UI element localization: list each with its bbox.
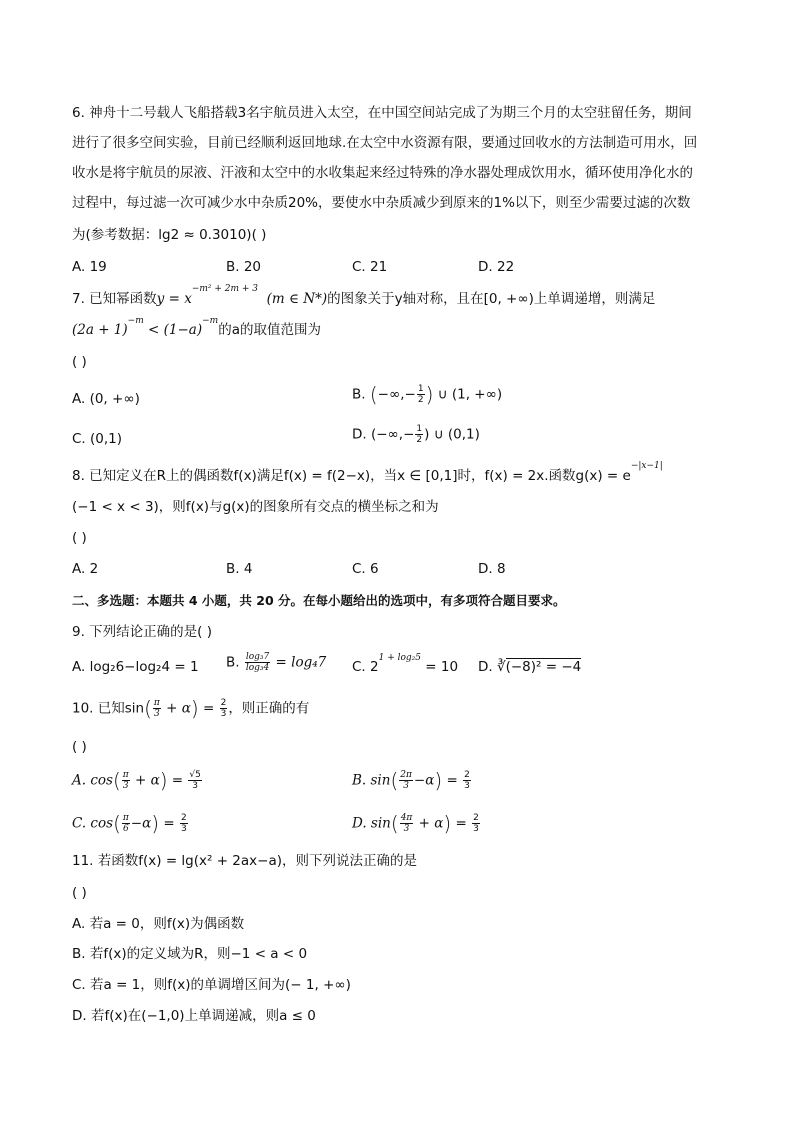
q10-b-value bbox=[463, 770, 471, 791]
q10-stem-eq: = bbox=[198, 700, 219, 717]
q8-stem-line-2: (−1 < x < 3)，则f(x)与g(x)的图象所有交点的横坐标之和为 bbox=[72, 499, 439, 515]
q7-d-den: 2 bbox=[416, 435, 423, 445]
q11-option-b: B. 若f(x)的定义域为R，则−1 < a < 0 bbox=[72, 946, 308, 962]
q7-stem-line-2 bbox=[72, 315, 321, 340]
q10-option-d: D. sin( $\frac{4\pi}{3}$ + α) = $\frac{2}{3}$ bbox=[352, 811, 479, 836]
q10-b-arg-num: 2π bbox=[400, 770, 412, 780]
q10-stem-value-den: 3 bbox=[220, 709, 227, 719]
q11-option-a: A. 若a = 0，则f(x)为偶函数 bbox=[72, 916, 245, 932]
q9-d-radicand: (−8)² = −4 bbox=[505, 659, 582, 675]
q10-stem-value-num: 2 bbox=[220, 698, 227, 708]
q9-d-label: D. bbox=[478, 659, 497, 675]
q6-option-c: C. 21 bbox=[352, 259, 388, 275]
q10-d-value bbox=[472, 813, 480, 834]
q10-a-arg-fraction bbox=[122, 770, 130, 791]
q9-b-label: B. bbox=[226, 654, 244, 671]
q10-a-value-den: 3 bbox=[192, 781, 199, 791]
q9-stem: 9. 下列结论正确的是( ) bbox=[72, 624, 212, 640]
q10-a-fn: A. cos bbox=[72, 772, 113, 789]
q10-b-alpha: −α bbox=[413, 772, 435, 789]
q7-stem-prefix: 7. 已知幂函数 bbox=[72, 291, 157, 307]
q10-b-arg-den: 3 bbox=[403, 781, 409, 791]
q7-power-base: y = x bbox=[156, 291, 192, 307]
q8-option-c: C. 6 bbox=[352, 561, 379, 577]
q9-b-num: log₃7 bbox=[245, 652, 270, 662]
q10-b-fn: B. sin bbox=[352, 772, 391, 789]
q10-stem-frac-num: π bbox=[153, 698, 160, 708]
q7-d-fraction bbox=[415, 424, 423, 445]
q10-c-arg-fraction bbox=[122, 813, 130, 834]
q7-d-pre: D. (−∞,− bbox=[352, 426, 415, 443]
q7-option-d bbox=[352, 424, 480, 445]
q10-d-value-num: 2 bbox=[473, 813, 479, 823]
q7-stem-suffix: 的图象关于y轴对称，且在[0, +∞)上单调递增，则满足 bbox=[327, 291, 656, 307]
q7-b-den: 2 bbox=[417, 395, 424, 405]
section-2-header: 二、多选题：本题共 4 小题，共 20 分。在每小题给出的选项中，有多项符合题目要求。 bbox=[72, 593, 566, 608]
q10-d-fn: D. sin bbox=[352, 815, 391, 832]
q8-answer-paren: ( ) bbox=[72, 530, 87, 546]
q10-option-b: B. sin( $\frac{2\pi}{3}$ −α) = $\frac{2}{3}$ bbox=[352, 768, 470, 793]
q7-d-post: ) ∪ (0,1) bbox=[424, 426, 480, 443]
q6-option-b: B. 20 bbox=[226, 259, 262, 275]
q7-ineq-left: (2a + 1) bbox=[72, 322, 128, 338]
q10-stem-fraction bbox=[153, 698, 161, 719]
q10-d-arg-num: 4π bbox=[400, 813, 413, 823]
q10-c-alpha: −α bbox=[130, 815, 152, 832]
q10-c-value-den: 3 bbox=[180, 824, 187, 834]
q7-condition: (m ∈ N*) bbox=[266, 291, 328, 307]
q11-answer-paren: ( ) bbox=[72, 885, 87, 901]
q10-option-a: A. cos( $\frac{\pi}{3}$ + α) = $\frac{√5}{3}$ bbox=[72, 768, 201, 793]
q7-stem-end: 的a的取值范围为 bbox=[218, 322, 321, 338]
q7-option-a: A. (0, +∞) bbox=[72, 391, 140, 407]
q10-c-value bbox=[180, 813, 188, 834]
q9-option-c bbox=[352, 652, 459, 677]
q10-stem-value bbox=[220, 698, 228, 719]
q6-line-5: 为(参考数据：lg2 ≈ 0.3010)( ) bbox=[72, 227, 267, 243]
q10-stem-alpha: + α bbox=[161, 700, 191, 717]
q9-b-tail: = log₄7 bbox=[271, 654, 327, 671]
q7-ineq-exp-2: −m bbox=[202, 315, 219, 326]
q10-stem: 10. 已知sin( $\frac{\pi}{3}$ + α) = $\frac{2}{3}$ ，则正确的有 bbox=[72, 696, 310, 721]
q9-c-base: C. 2 bbox=[352, 659, 379, 675]
q11-option-c: C. 若a = 1，则f(x)的单调增区间为(− 1, +∞) bbox=[72, 977, 351, 993]
q10-stem-post: ，则正确的有 bbox=[228, 700, 310, 717]
q7-b-open-paren: ( bbox=[369, 382, 378, 407]
q10-d-alpha: + α bbox=[414, 815, 444, 832]
q8-stem-line-1 bbox=[72, 460, 663, 486]
q7-b-label: B. bbox=[352, 386, 370, 403]
q6-option-a: A. 19 bbox=[72, 259, 107, 275]
q7-b-fraction bbox=[417, 384, 425, 405]
q10-a-arg-den: 3 bbox=[122, 781, 129, 791]
q7-answer-paren: ( ) bbox=[72, 354, 87, 370]
q7-b-num: 1 bbox=[417, 384, 424, 394]
q10-c-value-num: 2 bbox=[180, 813, 187, 823]
q8-option-d: D. 8 bbox=[478, 561, 506, 577]
q8-option-a: A. 2 bbox=[72, 561, 99, 577]
q10-a-value bbox=[188, 770, 201, 791]
q10-stem-frac-den: 3 bbox=[154, 709, 160, 719]
q10-stem-pre: 10. 已知sin bbox=[72, 700, 145, 717]
q10-c-fn: C. cos bbox=[72, 815, 114, 832]
q11-option-d: D. 若f(x)在(−1,0)上单调递减，则a ≤ 0 bbox=[72, 1008, 316, 1024]
q7-ineq-right: < (1−a) bbox=[143, 322, 203, 338]
q10-d-arg-fraction bbox=[400, 813, 414, 834]
q6-line-1: 6. 神舟十二号载人飞船搭载3名宇航员进入太空，在中国空间站完成了为期三个月的太空驻留任务，期间 bbox=[72, 105, 692, 121]
q10-answer-paren: ( ) bbox=[72, 739, 87, 755]
q6-line-2: 进行了很多空间实验，目前已经顺利返回地球.在太空中水资源有限，要通过回收水的方法制造可用水，回 bbox=[72, 135, 698, 151]
q8-option-b: B. 4 bbox=[226, 561, 253, 577]
q7-ineq-exp-1: −m bbox=[127, 315, 144, 326]
q7-power-exponent: −m² + 2m + 3 bbox=[191, 283, 259, 294]
q9-c-exponent: 1 + log₂5 bbox=[378, 652, 421, 663]
q7-option-b bbox=[352, 384, 502, 405]
q8-stem-text: 8. 已知定义在R上的偶函数f(x)满足f(x) = f(2−x)，当x ∈ [0,1]时，f(x) = 2x.函数g(x) = e bbox=[72, 468, 631, 484]
q9-option-a: A. log₂6−log₂4 = 1 bbox=[72, 659, 199, 675]
q10-a-alpha: + α bbox=[130, 772, 160, 789]
q9-option-b bbox=[226, 652, 326, 673]
q11-stem: 11. 若函数f(x) = lg(x² + 2ax−a)，则下列说法正确的是 bbox=[72, 853, 418, 869]
q9-option-d bbox=[478, 657, 581, 677]
q9-b-den: log₃4 bbox=[245, 663, 270, 673]
q6-option-d: D. 22 bbox=[478, 259, 515, 275]
q8-exponent: −|x−1| bbox=[630, 460, 663, 471]
q10-a-arg-num: π bbox=[122, 770, 129, 780]
q6-line-3: 收水是将宇航员的尿液、汗液和太空中的水收集起来经过特殊的净水器处理成饮用水，循环使用净化水的 bbox=[72, 165, 693, 181]
q10-c-arg-den: 6 bbox=[122, 824, 129, 834]
q7-b-tail: ∪ (1, +∞) bbox=[433, 386, 503, 403]
q9-b-fraction bbox=[245, 652, 270, 673]
q7-d-num: 1 bbox=[416, 424, 423, 434]
q10-c-arg-num: π bbox=[122, 813, 129, 823]
q10-b-arg-fraction bbox=[399, 770, 413, 791]
q7-stem-line-1 bbox=[72, 283, 656, 309]
q10-b-value-den: 3 bbox=[464, 781, 470, 791]
q10-a-value-num: √5 bbox=[189, 770, 201, 780]
q9-c-tail: = 10 bbox=[421, 659, 459, 675]
q7-option-c: C. (0,1) bbox=[72, 431, 123, 447]
q10-b-value-num: 2 bbox=[464, 770, 470, 780]
q10-option-c: C. cos( $\frac{\pi}{6}$ −α) = $\frac{2}{3}$ bbox=[72, 811, 187, 836]
q6-line-4: 过程中，每过滤一次可减少水中杂质20%，要使水中杂质减少到原来的1%以下，则至少需要过滤的次数 bbox=[72, 195, 691, 211]
q10-d-arg-den: 3 bbox=[403, 824, 410, 834]
q10-d-value-den: 3 bbox=[473, 824, 479, 834]
q7-b-inner: −∞,− bbox=[377, 386, 416, 403]
q9-d-root-sign: ∛ bbox=[496, 659, 506, 675]
q7-b-close-paren: ) bbox=[425, 382, 434, 407]
